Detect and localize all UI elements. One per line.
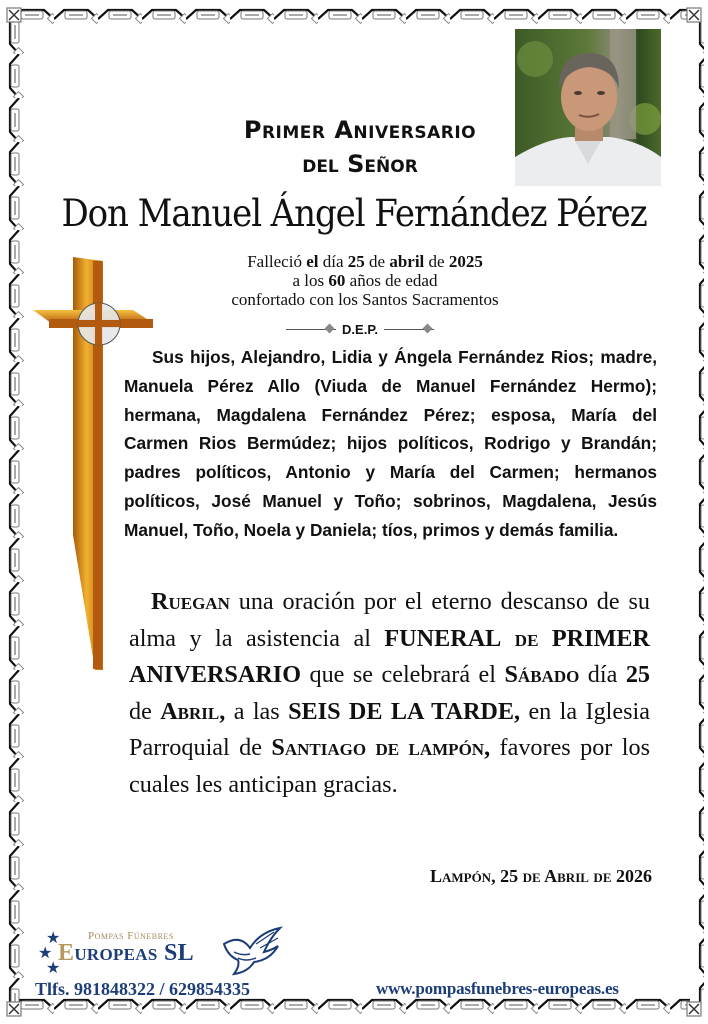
title-del-senor: del Señor	[302, 150, 418, 178]
logo-europeas-sl: Europeas SL	[58, 940, 194, 966]
title-primer-aniversario: Primer Aniversario	[243, 116, 477, 144]
funeral-request-paragraph: Ruegan una oración por el eterno descanso de su alma y la asistencia al FUNERAL de PRIMER ANIVERSARIO que se celebrará el Sábado día 25 de Abril, a las SEIS DE LA TARDE, en la Iglesia Parroquial de Santiago de lampón, favores por los cuales les anticipan gracias.	[129, 588, 650, 798]
place-date-signature: Lampón, 25 de Abril de 2026	[429, 866, 652, 886]
ornament-line-left	[286, 329, 336, 330]
portrait-photo-icon	[515, 29, 661, 186]
dove-icon	[220, 926, 286, 976]
logo-pompas-funebres: Pompas Fúnebres	[88, 930, 174, 942]
sacraments-line: confortado con los Santos Sacramentos	[231, 290, 499, 309]
star-icon: ★	[38, 945, 53, 962]
star-icon: ★	[46, 930, 61, 947]
family-members-text: Sus hijos, Alejandro, Lidia y Ángela Fernández Rios; madre, Manuela Pérez Allo (Viuda de Manuel Fernández Hermo); hermana, Magdalena Fernández Pérez; esposa, María del Carmen Rios Bermúdez; hijos políticos, Rodrigo y Brandán; padres políticos, Antonio y María del Carmen; hermanos políticos, José Manuel y Toño; sobrinos, Magdalena, Jesús Manuel, Toño, Noela y Daniela; tíos, primos y demás familia.	[124, 347, 657, 540]
phone-numbers[interactable]: Tlfs. 981848322 / 629854335	[35, 979, 251, 999]
death-date-line: Falleció el día 25 de abril de 2025	[247, 252, 483, 271]
age-line: a los 60 años de edad	[292, 271, 438, 290]
deceased-name: Don Manuel Ángel Fernández Pérez	[61, 192, 647, 235]
dep-label: D.E.P.	[342, 322, 378, 337]
dep-divider	[240, 322, 480, 337]
website-link[interactable]: www.pompasfunebres-europeas.es	[376, 979, 619, 998]
death-info	[160, 252, 570, 309]
deceased-portrait-photo	[515, 29, 661, 186]
ornament-line-right	[384, 329, 434, 330]
star-icon: ★	[46, 960, 61, 977]
